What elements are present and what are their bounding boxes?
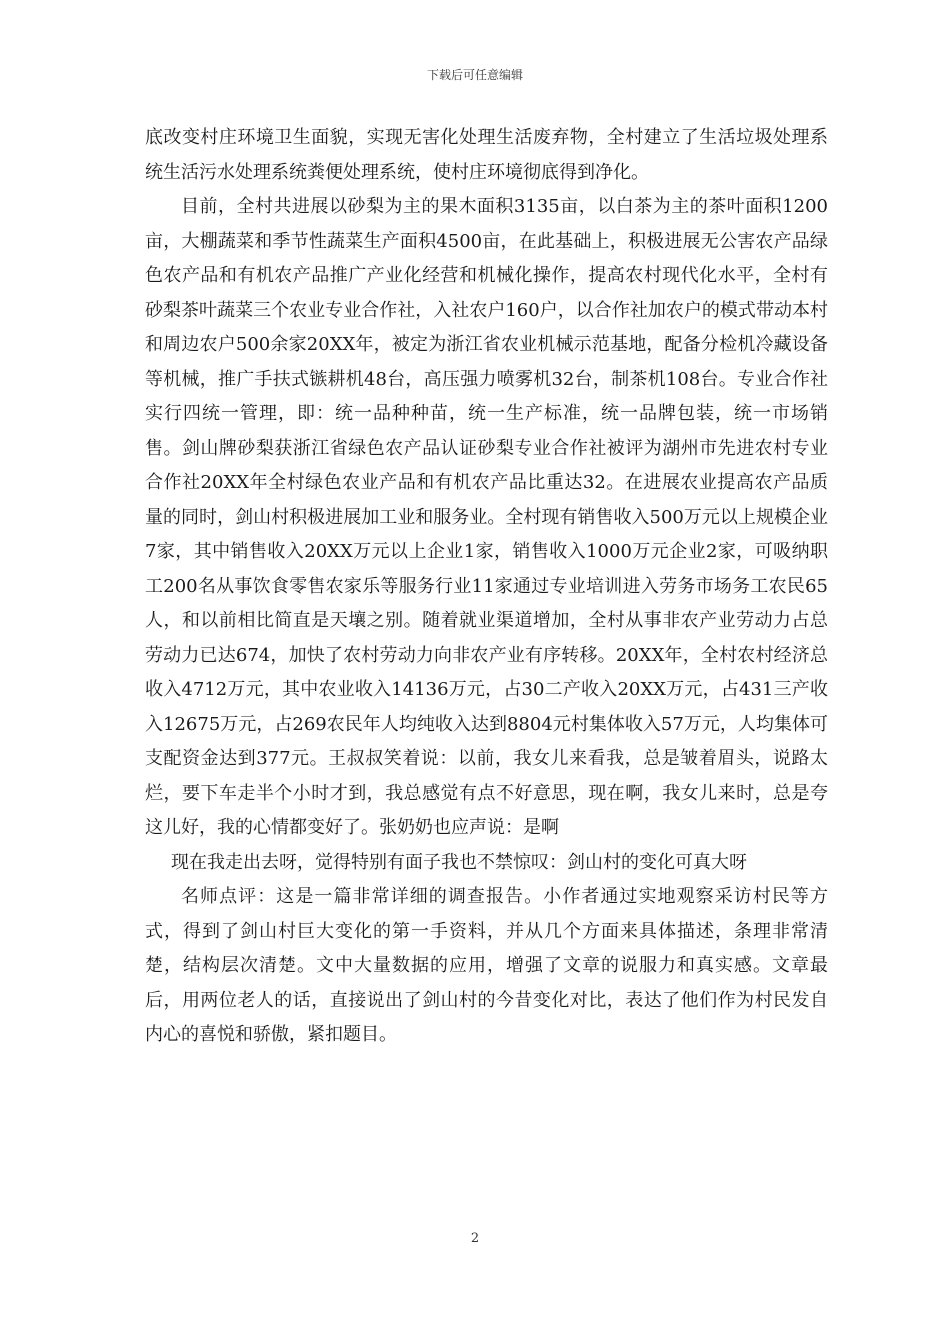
document-body	[145, 121, 828, 1053]
paragraph-environment: 底改变村庄环境卫生面貌，实现无害化处理生活废弃物，全村建立了生活垃圾处理系统生活污水处理系统粪便处理系统，使村庄环境彻底得到净化。	[145, 127, 828, 183]
paragraph-teacher-comment: 名师点评：这是一篇非常详细的调查报告。小作者通过实地观察采访村民等方式，得到了剑山村巨大变化的第一手资料，并从几个方面来具体描述，条理非常清楚，结构层次清楚。文中大量数据的应用，增强了文章的说服力和真实感。文章最后，用两位老人的话，直接说出了剑山村的今昔变化对比，表达了他们作为村民发自内心的喜悦和骄傲，紧扣题目。	[145, 886, 828, 1045]
page-number: 2	[470, 1231, 480, 1246]
paragraph-exclamation: 现在我走出去呀，觉得特别有面子我也不禁惊叹：剑山村的变化可真大呀	[171, 851, 747, 873]
page-header: 下载后可任意编辑	[426, 68, 523, 82]
paragraph-agriculture-economy: 目前，全村共进展以砂梨为主的果木面积3135亩，以白茶为主的茶叶面积1200亩，大棚蔬菜和季节性蔬菜生产面积4500亩，在此基础上，积极进展无公害农产品绿色农产品和有机农产品推广产业化经营和机械化操作，提高农村现代化水平，全村有砂梨茶叶蔬菜三个农业专业合作社，入社农户160户，以合作社加农户的模式带动本村和周边农户500余家20XX年，被定为浙江省农业机械示范基地，配备分检机冷藏设备等机械，推广手扶式镞耕机48台，高压强力喷雾机32台，制茶机108台。专业合作社实行四统一管理，即：统一品种种苗，统一生产标准，统一品牌包装，统一市场销售。剑山牌砂梨获浙江省绿色农产品认证砂梨专业合作社被评为湖州市先进农村专业合作社20XX年全村绿色农业产品和有机农产品比重达32。在进展农业提高农产品质量的同时，剑山村积极进展加工业和服务业。全村现有销售收入500万元以上规模企业7家，其中销售收入20XX万元以上企业1家，销售收入1000万元企业2家，可吸纳职工200名从事饮食零售农家乐等服务行业11家通过专业培训进入劳务市场务工农民65人，和以前相比简直是天壤之别。随着就业渠道增加，全村从事非农产业劳动力占总劳动力已达674，加快了农村劳动力向非农产业有序转移。20XX年，全村农村经济总收入4712万元，其中农业收入14136万元，占30二产收入20XX万元，占431三产收入12675万元，占269农民年人均纯收入达到8804元村集体收入57万元，人均集体可支配资金达到377元。王叔叔笑着说：以前，我女儿来看我，总是皱着眉头，说路太烂，要下车走半个小时才到，我总感觉有点不好意思，现在啊，我女儿来时，总是夸这儿好，我的心情都变好了。张奶奶也应声说：是啊	[145, 196, 828, 838]
